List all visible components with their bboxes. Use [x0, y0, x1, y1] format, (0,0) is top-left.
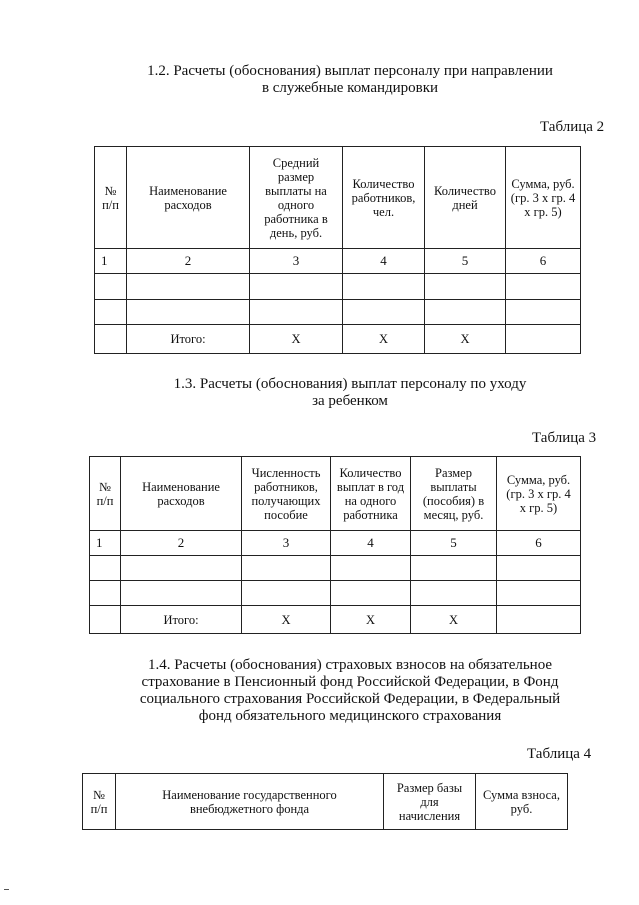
table-3-colnum: 3: [242, 531, 331, 556]
section-1-4-heading: [85, 657, 615, 725]
table-cell: [331, 556, 411, 581]
section-1-2-heading-line1: 1.2. Расчеты (обоснования) выплат персоналу при направлении: [147, 63, 553, 79]
table-cell: [242, 581, 331, 606]
table-2-colnum: 2: [127, 249, 250, 274]
table-cell: [95, 300, 127, 325]
table-2-x-mark: Х: [425, 325, 506, 354]
table-2-x-mark: Х: [343, 325, 425, 354]
section-1-4-heading-line2: страхование в Пенсионный фонд Российской Федерации, в Фонд: [141, 674, 559, 690]
table-2-header-number: № п/п: [95, 147, 127, 249]
table-3-header-headcount: Численность работников, получающих пособие: [242, 457, 331, 531]
table-3-x-mark: Х: [411, 606, 497, 634]
table-cell: [127, 300, 250, 325]
table-cell: [506, 325, 581, 354]
table-2-total-label: Итого:: [127, 325, 250, 354]
section-1-4-heading-line1: 1.4. Расчеты (обоснования) страховых взносов на обязательное: [147, 657, 553, 673]
table-cell: [95, 325, 127, 354]
table-4-header-fund-name: Наименование государственного внебюджетного фонда: [116, 774, 384, 830]
table-cell: [121, 556, 242, 581]
table-2-x-mark: Х: [250, 325, 343, 354]
table-cell: [250, 300, 343, 325]
table-cell: [506, 274, 581, 300]
table-cell: [497, 556, 581, 581]
table-3-column-numbers-row: [90, 531, 581, 556]
table-3-colnum: 1: [90, 531, 121, 556]
table-cell: [343, 274, 425, 300]
section-1-2-heading-line2: в служебные командировки: [261, 80, 439, 96]
table-cell: [411, 581, 497, 606]
table-row: [95, 274, 581, 300]
table-4-header-number: № п/п: [83, 774, 116, 830]
table-3-label: Таблица 3: [532, 430, 597, 446]
table-row: [90, 556, 581, 581]
table-3-header-monthly-amount: Размер выплаты (пособия) в месяц, руб.: [411, 457, 497, 531]
table-cell: [242, 556, 331, 581]
table-4: [82, 773, 568, 830]
table-cell: [90, 581, 121, 606]
section-1-4-heading-line4: фонд обязательного медицинского страхования: [198, 708, 502, 724]
table-4-label: Таблица 4: [527, 746, 592, 762]
table-cell: [343, 300, 425, 325]
table-2-header-days: Количество дней: [425, 147, 506, 249]
table-2-colnum: 1: [95, 249, 127, 274]
table-cell: [497, 606, 581, 634]
table-cell: [497, 581, 581, 606]
table-2-header-name: Наименование расходов: [127, 147, 250, 249]
table-cell: [425, 300, 506, 325]
table-3-total-row: [90, 606, 581, 634]
table-2-colnum: 5: [425, 249, 506, 274]
table-2-header-sum: Сумма, руб. (гр. 3 х гр. 4 х гр. 5): [506, 147, 581, 249]
table-3-header-number: № п/п: [90, 457, 121, 531]
table-cell: [425, 274, 506, 300]
table-2-column-numbers-row: [95, 249, 581, 274]
table-2-header-avg-payment: Средний размер выплаты на одного работника в день, руб.: [250, 147, 343, 249]
table-2-header-row: [95, 147, 581, 249]
section-1-3-heading-line2: за ребенком: [312, 393, 388, 409]
table-3-header-name: Наименование расходов: [121, 457, 242, 531]
table-3-colnum: 6: [497, 531, 581, 556]
section-1-2-heading: [100, 63, 600, 97]
section-1-3-heading-line1: 1.3. Расчеты (обоснования) выплат персоналу по уходу: [173, 376, 527, 392]
table-cell: [90, 556, 121, 581]
table-2-total-row: [95, 325, 581, 354]
table-2: [94, 146, 581, 354]
table-2-colnum: 6: [506, 249, 581, 274]
table-cell: [411, 556, 497, 581]
table-cell: [90, 606, 121, 634]
table-3-colnum: 2: [121, 531, 242, 556]
table-2-colnum: 4: [343, 249, 425, 274]
table-cell: [121, 581, 242, 606]
table-3: [89, 456, 581, 634]
table-2-label: Таблица 2: [540, 119, 605, 135]
table-cell: [331, 581, 411, 606]
table-cell: [95, 274, 127, 300]
table-2-colnum: 3: [250, 249, 343, 274]
table-3-colnum: 4: [331, 531, 411, 556]
table-4-header-contribution: Сумма взноса, руб.: [476, 774, 568, 830]
table-row: [95, 300, 581, 325]
table-4-header-base: Размер базы для начисления: [384, 774, 476, 830]
table-3-x-mark: Х: [331, 606, 411, 634]
table-3-x-mark: Х: [242, 606, 331, 634]
section-1-3-heading: [100, 376, 600, 410]
table-3-total-label: Итого:: [121, 606, 242, 634]
table-row: [90, 581, 581, 606]
table-3-header-sum: Сумма, руб. (гр. 3 х гр. 4 х гр. 5): [497, 457, 581, 531]
table-3-header-row: [90, 457, 581, 531]
table-2-header-workers: Количество работников, чел.: [343, 147, 425, 249]
table-cell: [250, 274, 343, 300]
table-cell: [506, 300, 581, 325]
table-cell: [127, 274, 250, 300]
section-1-4-heading-line3: социального страхования Российской Федерации, в Федеральный: [139, 691, 561, 707]
scan-mark: [4, 889, 9, 890]
table-3-colnum: 5: [411, 531, 497, 556]
table-4-header-row: [83, 774, 568, 830]
table-3-header-payments-per-year: Количество выплат в год на одного работника: [331, 457, 411, 531]
